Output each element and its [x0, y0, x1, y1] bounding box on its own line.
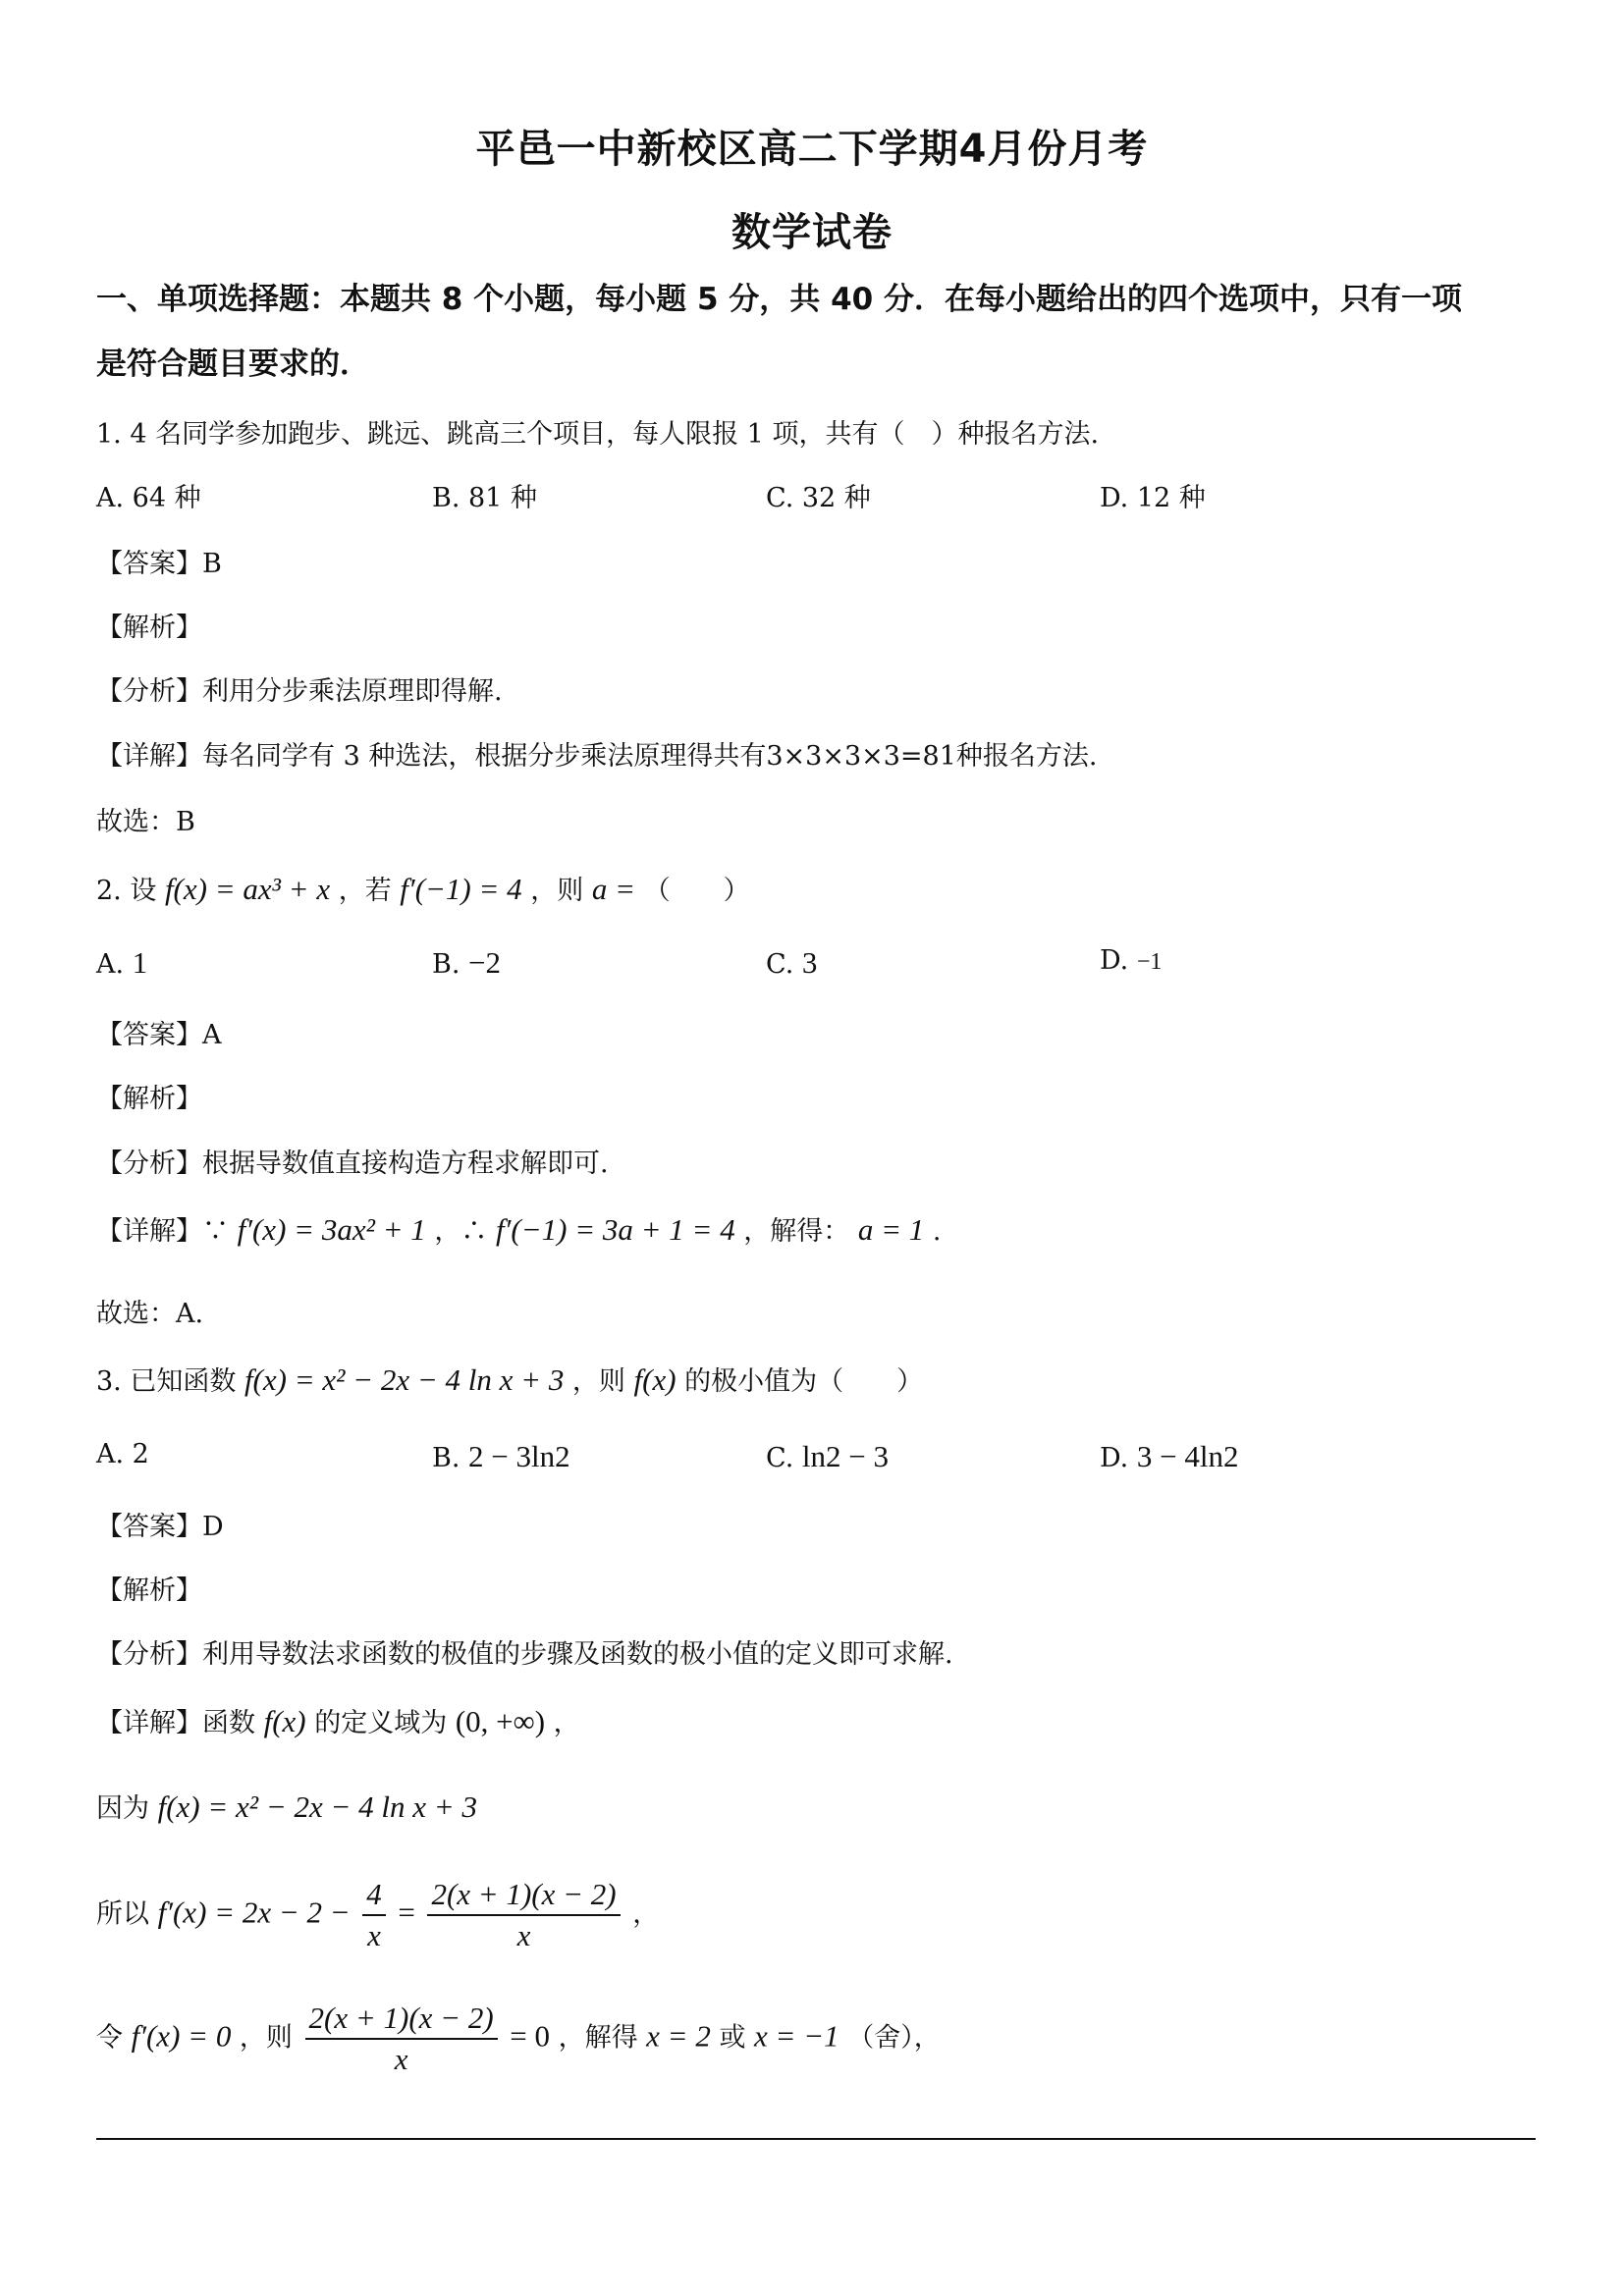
q2-stem-condition: f′(−1) = 4	[400, 872, 522, 906]
footer-divider	[96, 2138, 1536, 2140]
q3-so-eq: =	[398, 1895, 415, 1930]
q2-option-a	[96, 945, 147, 981]
q3-stem-tail: 的极小值为（ ）	[684, 1366, 924, 1397]
q2-detail-derivative: f′(x) = 3ax² + 1	[237, 1212, 426, 1247]
q2-stem-then: ，则	[530, 876, 584, 906]
q2-option-a-label: A.	[96, 949, 125, 980]
q2-option-b-label: B.	[432, 949, 460, 980]
q3-detail-prefix: 【详解】函数	[96, 1708, 255, 1738]
q3-because-expr: f(x) = x² − 2x − 4 ln x + 3	[157, 1789, 477, 1824]
q3-stem	[96, 1360, 923, 1398]
q2-stem	[96, 869, 750, 907]
q1-stem: 1. 4 名同学参加跑步、跳远、跳高三个项目，每人限报 1 项，共有（ ）种报名方法.	[96, 419, 1100, 450]
q3-so-expr: f′(x) = 2x − 2 −	[157, 1895, 351, 1930]
q2-option-c-label: C.	[766, 949, 794, 980]
q3-let-tail: （舍），	[847, 2022, 941, 2054]
q3-option-d-label: D.	[1100, 1443, 1129, 1473]
q3-so-fraction-1-numerator: 4	[362, 1877, 386, 1916]
q3-option-a	[96, 1439, 149, 1469]
q2-detail-result: a = 1	[857, 1212, 925, 1247]
q3-let-x2: x = 2	[646, 2018, 711, 2054]
q3-so-prefix: 所以	[96, 1898, 149, 1930]
q3-let-solve: ，解得	[558, 2022, 638, 2054]
q3-let-fraction-denominator: x	[394, 2042, 408, 2076]
q3-stem-then: ，则	[571, 1366, 625, 1397]
section-heading-line2: 是符合题目要求的．	[96, 347, 370, 382]
q2-option-b-value: −2	[468, 945, 502, 980]
q2-analysis-label: 【解析】	[96, 1084, 202, 1114]
q3-detail-fx: f(x)	[263, 1704, 306, 1738]
q3-let-expr: f′(x) = 0	[131, 2018, 232, 2054]
q3-detail	[96, 1701, 580, 1739]
q2-option-d-label: D.	[1100, 945, 1129, 976]
q2-fenxi: 【分析】根据导数值直接构造方程求解即可.	[96, 1148, 609, 1179]
q1-analysis-label: 【解析】	[96, 613, 202, 643]
q3-analysis-label: 【解析】	[96, 1575, 202, 1606]
exam-subtitle: 数学试卷	[731, 210, 893, 255]
q3-stem-fx: f(x)	[633, 1362, 677, 1397]
q2-option-d-value: −1	[1136, 949, 1163, 975]
q3-so-comma: ，	[632, 1898, 660, 1930]
q3-option-d-value: 3 − 4ln2	[1136, 1439, 1239, 1473]
q3-option-d	[1100, 1439, 1238, 1474]
q2-detail-therefore: ，∴	[434, 1216, 488, 1247]
q3-detail-domain: (0, +∞)	[455, 1704, 546, 1738]
q3-let-fraction-numerator: 2(x + 1)(x − 2)	[305, 2001, 498, 2040]
q1-option-a: A. 64 种	[96, 483, 201, 513]
q3-let-eq0: = 0	[510, 2018, 550, 2054]
q2-detail-solve: ，解得：	[743, 1216, 850, 1247]
q3-option-c-label: C.	[766, 1443, 794, 1473]
q2-stem-mid: ，若	[338, 876, 392, 906]
q3-option-c-value: ln2 − 3	[801, 1439, 889, 1473]
q2-option-c-value: 3	[801, 945, 818, 980]
q2-detail-prefix: 【详解】∵	[96, 1216, 229, 1247]
q2-option-c	[766, 945, 817, 981]
q2-option-b	[432, 945, 501, 981]
q3-because-prefix: 因为	[96, 1793, 149, 1824]
q3-so-fraction-1-denominator: x	[367, 1918, 381, 1952]
q3-answer: 【答案】D	[96, 1512, 224, 1542]
q1-option-c: C. 32 种	[766, 483, 871, 513]
q3-so-fraction-2	[427, 1877, 620, 1953]
q3-fenxi: 【分析】利用导数法求函数的极值的步骤及函数的极小值的定义即可求解.	[96, 1639, 953, 1670]
q2-detail-end: .	[932, 1216, 942, 1247]
q3-so-fraction-2-denominator: x	[516, 1918, 531, 1952]
q2-answer: 【答案】A	[96, 1020, 222, 1050]
q2-stem-function: f(x) = ax³ + x	[164, 872, 331, 906]
q1-answer: 【答案】B	[96, 549, 222, 579]
q3-option-c	[766, 1439, 889, 1474]
q3-let-or: 或	[719, 2022, 746, 2054]
q2-choose: 故选：A.	[96, 1299, 204, 1329]
q3-let-then: ，则	[239, 2022, 293, 2054]
q1-option-d: D. 12 种	[1100, 483, 1206, 513]
q3-detail-comma: ，	[553, 1708, 580, 1738]
q3-so	[96, 1877, 659, 1953]
q3-let-xm1: x = −1	[754, 2018, 839, 2054]
q3-let-fraction	[305, 2001, 498, 2077]
q3-let	[96, 2001, 941, 2077]
q1-detail: 【详解】每名同学有 3 种选法，根据分步乘法原理得共有3×3×3×3=81种报名方法.	[96, 741, 1098, 772]
q3-detail-domain-text: 的定义域为	[314, 1708, 448, 1738]
section-heading-line1: 一、单项选择题：本题共 8 个小题，每小题 5 分，共 40 分．在每小题给出的四个选项中，只有一项	[96, 282, 1463, 317]
q3-option-b	[432, 1439, 570, 1474]
q1-option-b: B. 81 种	[432, 483, 537, 513]
q3-because	[96, 1787, 477, 1825]
q3-so-fraction-2-numerator: 2(x + 1)(x − 2)	[427, 1877, 620, 1916]
q2-option-a-value: 1	[132, 945, 148, 980]
q3-stem-function: f(x) = x² − 2x − 4 ln x + 3	[244, 1362, 565, 1397]
section-heading	[96, 267, 1540, 397]
q1-choose: 故选：B	[96, 807, 195, 837]
q3-option-b-label: B.	[432, 1443, 460, 1473]
q3-let-prefix: 令	[96, 2022, 123, 2054]
q2-detail-equation: f′(−1) = 3a + 1 = 4	[495, 1212, 735, 1247]
q2-stem-prefix: 2. 设	[96, 876, 157, 906]
q3-option-a-label: A. 2	[96, 1439, 149, 1469]
q2-detail	[96, 1209, 942, 1248]
q2-stem-paren: （ ）	[643, 876, 750, 906]
q3-option-b-value: 2 − 3ln2	[468, 1439, 570, 1473]
q2-option-d	[1100, 945, 1162, 976]
q1-fenxi: 【分析】利用分步乘法原理即得解.	[96, 676, 503, 707]
exam-title: 平邑一中新校区高二下学期4月份月考	[475, 127, 1149, 172]
q3-stem-prefix: 3. 已知函数	[96, 1366, 237, 1397]
q3-so-fraction-1	[362, 1877, 386, 1953]
q2-stem-a: a =	[591, 872, 636, 906]
